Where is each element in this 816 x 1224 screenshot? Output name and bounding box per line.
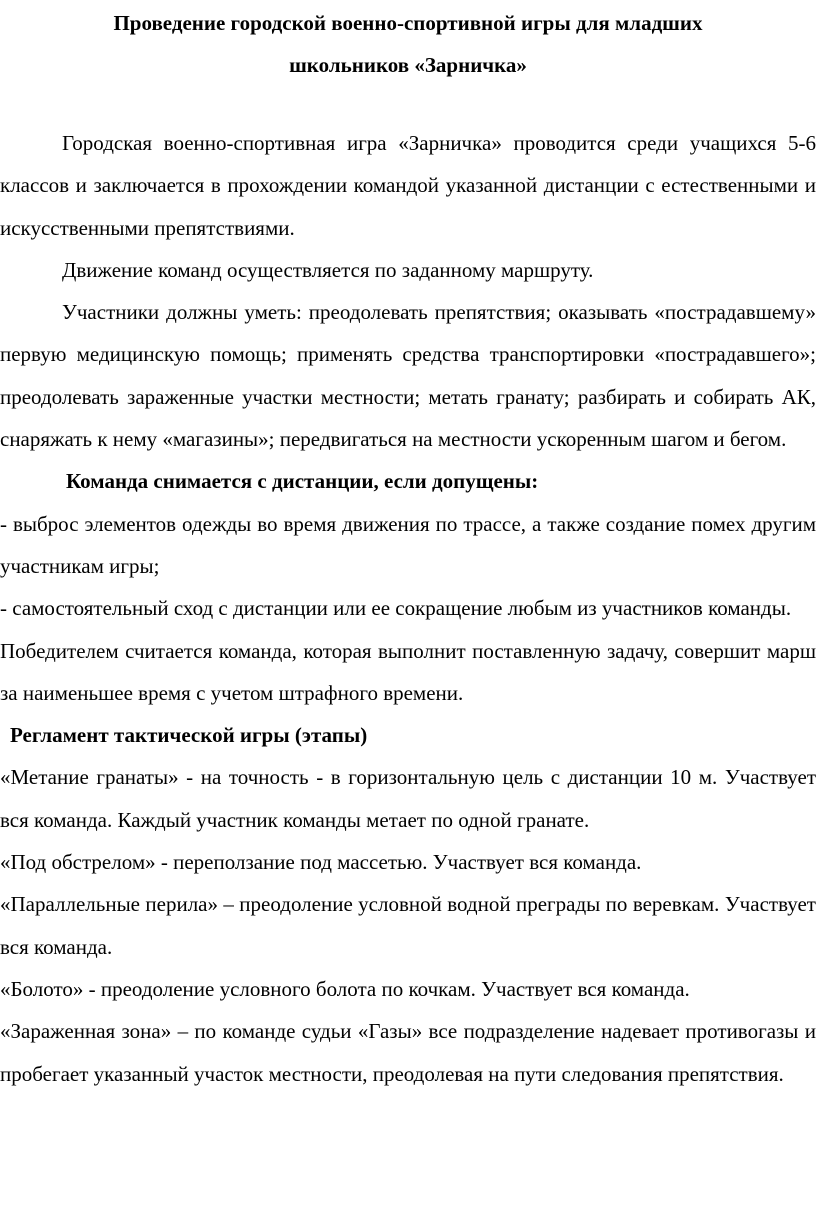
paragraph-intro: Городская военно-спортивная игра «Зарничка» проводится среди учащихся 5-6 классов и заключается в прохождении командой указанной дистанции с естественными и искусственными препятствиями. [0, 131, 816, 240]
document-body [0, 122, 816, 1095]
disqualification-item: - самостоятельный сход с дистанции или ее сокращение любым из участников команды. [0, 596, 792, 621]
document-title [0, 2, 816, 86]
stage-item: «Метание гранаты» - на точность - в горизонтальную цель с дистанции 10 м. Участвует вся команда. Каждый участник команды метает по одной гранате. [0, 765, 816, 832]
disqualification-item: - выброс элементов одежды во время движения по трассе, а также создание помех другим участникам игры; [0, 511, 816, 578]
disqualification-heading: Команда снимается с дистанции, если допущены: [66, 469, 539, 494]
stage-item: «Под обстрелом» - переползание под массетью. Участвует вся команда. [0, 850, 642, 875]
regulation-heading: Регламент тактической игры (этапы) [10, 723, 368, 748]
paragraph-movement: Движение команд осуществляется по заданному маршруту. [62, 257, 594, 282]
stage-item: «Болото» - преодоление условного болота по кочкам. Участвует вся команда. [0, 976, 690, 1001]
title-line-1: Проведение городской военно-спортивной игры для младших [113, 11, 703, 35]
title-line-2: школьников «Зарничка» [289, 53, 527, 77]
paragraph-skills: Участники должны уметь: преодолевать препятствия; оказывать «пострадавшему» первую медицинскую помощь; применять средства транспортировки «пострадавшего»; преодолевать зараженные участки местности; метать гранату; разбирать и собирать АК, снаряжать к нему «магазины»; передвигаться на местности ускоренным шагом и бегом. [0, 300, 816, 452]
paragraph-winner: Победителем считается команда, которая выполнит поставленную задачу, совершит марш за наименьшее время с учетом штрафного времени. [0, 638, 816, 705]
stage-item: «Параллельные перила» – преодоление условной водной преграды по веревкам. Участвует вся команда. [0, 892, 816, 959]
stage-item: «Зараженная зона» – по команде судьи «Газы» все подразделение надевает противогазы и пробегает указанный участок местности, преодолевая на пути следования препятствия. [0, 1019, 816, 1086]
